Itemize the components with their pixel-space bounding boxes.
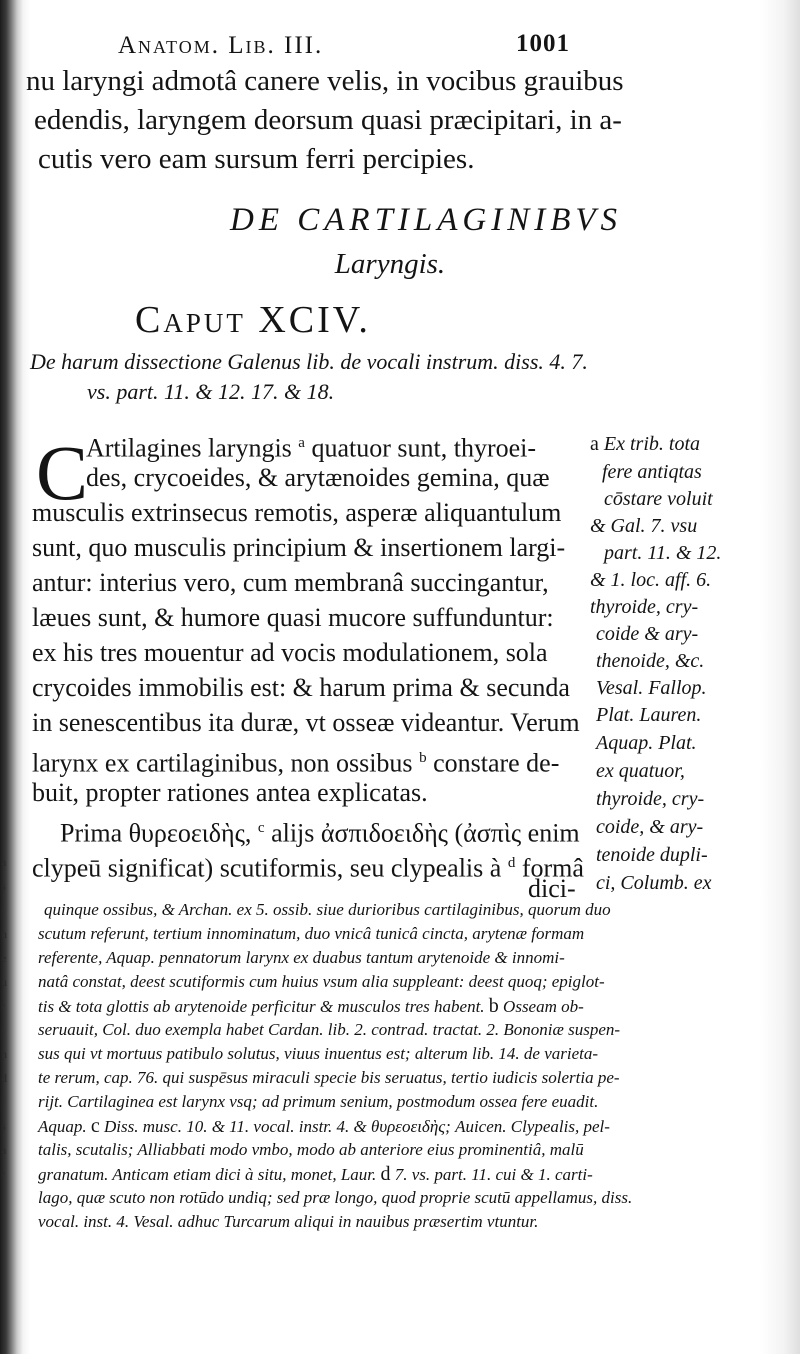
text-segment: tis & tota glottis ab arytenoide perficitur & musculos tres habent.: [38, 997, 485, 1016]
text-segment: Prima θυρεοειδὴς,: [60, 818, 252, 848]
footnote-marker: a: [298, 435, 305, 451]
text-segment: larynx ex cartilaginibus, non ossibus: [32, 748, 413, 778]
text-segment: Diss. musc. 10. & 11. vocal. instr. 4. & θυρεοειδὴς; Auicen. Clypealis, pel-: [104, 1117, 610, 1136]
margin-note-line: Vesal. Fallop.: [596, 677, 707, 699]
gutter-char: s: [1, 1119, 6, 1133]
footnote-line: natâ constat, deest scutiformis cum huius vsum alia suppleant: deest quoq; epiglot-: [38, 972, 605, 991]
margin-note-line: ex quatuor,: [596, 760, 685, 782]
text-line: dici-: [528, 874, 576, 903]
section-title: DE CARTILAGINIBVS: [230, 202, 623, 238]
margin-note-line: coide, & ary-: [596, 816, 704, 838]
section-subtitle: Laryngis.: [334, 248, 446, 280]
gutter-char: h: [1, 1047, 7, 1061]
text-segment: Ex trib. tota: [603, 433, 700, 455]
footnote-marker: b: [488, 995, 499, 1017]
text-segment: 7. vs. part. 11. cui & 1. carti-: [394, 1165, 593, 1184]
margin-note-line: fere antiqtas: [602, 461, 702, 483]
gutter-char: i: [1, 1095, 5, 1109]
footnote-marker: d: [380, 1163, 391, 1185]
text-line: læues sunt, & humore quasi mucore suffunduntur:: [32, 603, 554, 632]
margin-note-line: tenoide dupli-: [596, 844, 708, 866]
margin-note-line: thyroide, cry-: [596, 788, 705, 810]
footnote-line: vocal. inst. 4. Vesal. adhuc Turcarum aliqui in nauibus præsertim vtuntur.: [38, 1212, 539, 1231]
text-line: sunt, quo musculis principium & insertionem largi-: [32, 533, 566, 562]
text-line: in senescentibus ita duræ, vt osseæ videantur. Verum: [32, 708, 580, 737]
reference-line: vs. part. 11. & 12. 17. & 18.: [87, 379, 335, 404]
gutter-char: r: [1, 1167, 5, 1181]
margin-note-line: Aquap. Plat.: [596, 732, 697, 754]
footnote-line: [38, 1114, 610, 1139]
text-segment: alijs ἀσπιδοειδὴς (ἀσπὶς enim: [271, 818, 580, 848]
text-line: nu laryngi admotâ canere velis, in vocibus grauibus: [26, 65, 624, 97]
margin-note-line: & 1. loc. aff. 6.: [590, 569, 712, 591]
footnote-line: lago, quæ scuto non rotūdo undiq; sed præ longo, quod proprie scutū appellamus, diss.: [38, 1188, 633, 1207]
margin-note-line: & Gal. 7. vsu: [590, 515, 698, 537]
gutter-char: s: [1, 879, 6, 893]
gutter-char: a: [1, 855, 7, 869]
text-line: crycoides immobilis est: & harum prima & secunda: [32, 673, 570, 702]
margin-note-line: thyroide, cry-: [590, 596, 699, 618]
text-segment: Artilagines laryngis: [86, 433, 292, 463]
text-line: edendis, laryngem deorsum quasi præcipitari, in a-: [34, 104, 622, 136]
gutter-char: d: [1, 1071, 7, 1085]
gutter-char: n: [1, 927, 7, 941]
text-segment: Aquap.: [38, 1117, 87, 1136]
footnote-line: te rerum, cap. 76. qui suspēsus miraculi specie bis seruatus, tertio iudicis solertia pe-: [38, 1068, 620, 1087]
footnote-line: sus qui vt mortuus patibulo solutus, viuus inuentus est; alterum lib. 14. de varieta-: [38, 1044, 599, 1063]
text-segment: formâ: [521, 853, 584, 883]
text-segment: clypeū significat) scutiformis, seu clypealis à: [32, 853, 502, 883]
margin-note-line: part. 11. & 12.: [604, 542, 722, 564]
footnote-line: talis, scutalis; Alliabbati modo vmbo, modo ab anteriore eius prominentiâ, malū: [38, 1140, 584, 1159]
footnote-marker: c: [90, 1115, 100, 1137]
reference-line: De harum dissectione Galenus lib. de vocali instrum. diss. 4. 7.: [30, 349, 588, 374]
gutter-char: r: [1, 999, 5, 1013]
text-line: ex his tres mouentur ad vocis modulationem, sola: [32, 638, 548, 667]
margin-note-line: thenoide, &c.: [596, 650, 705, 672]
gutter-char: a: [1, 1143, 7, 1157]
text-line: des, crycoeides, & arytænoides gemina, quæ: [86, 463, 550, 492]
footnote-line: seruauit, Col. duo exempla habet Cardan. lib. 2. contrad. tractat. 2. Bononiæ suspen-: [38, 1020, 621, 1039]
gutter-char: t: [1, 903, 5, 917]
text-segment: quatuor sunt, thyroei-: [311, 433, 537, 463]
footnote-marker: a: [590, 433, 599, 455]
footnote-marker: c: [257, 820, 265, 836]
text-line: musculis extrinsecus remotis, asperæ aliquantulum: [32, 498, 562, 527]
text-line: antur: interius vero, cum membranâ succingantur,: [32, 568, 549, 597]
footnote-line: rijt. Cartilaginea est larynx vsq; ad primum senium, postmodum ossea fere euadit.: [38, 1092, 599, 1111]
footnote-line: scutum referunt, tertium innominatum, duo vnicâ tunicâ cincta, arytenæ formam: [38, 924, 585, 943]
margin-note-line: coide & ary-: [596, 623, 699, 645]
gutter-char: u: [1, 975, 7, 989]
footnote-line: quinque ossibus, & Archan. ex 5. ossib. siue durioribus cartilaginibus, quorum duo: [44, 900, 611, 919]
text-segment: constare de-: [433, 748, 560, 778]
margin-note-line: ci, Columb. ex: [596, 872, 712, 894]
margin-note-line: cōstare voluit: [604, 488, 713, 510]
chapter-heading: Caput XCIV.: [135, 299, 371, 341]
gutter-char: e: [1, 951, 7, 965]
margin-note-line: Plat. Lauren.: [596, 704, 702, 726]
text-segment: granatum. Anticam etiam dici à situ, monet, Laur.: [38, 1165, 377, 1184]
text-line: cutis vero eam sursum ferri percipies.: [38, 143, 475, 175]
gutter-char: t: [1, 1023, 5, 1037]
footnote-marker: b: [419, 750, 427, 766]
drop-cap: C: [36, 429, 89, 516]
footnote-line: [38, 1162, 593, 1187]
text-segment: Osseam ob-: [503, 997, 584, 1016]
running-head: Anatom. Lib. III.: [118, 32, 324, 59]
footnote-line: referente, Aquap. pennatorum larynx ex duabus tantum arytenoide & innomi-: [38, 948, 565, 967]
footnote-line: [38, 994, 584, 1019]
text-line: buit, propter rationes antea explicatas.: [32, 778, 428, 807]
page-number: 1001: [516, 30, 570, 57]
footnote-marker: d: [507, 855, 516, 871]
